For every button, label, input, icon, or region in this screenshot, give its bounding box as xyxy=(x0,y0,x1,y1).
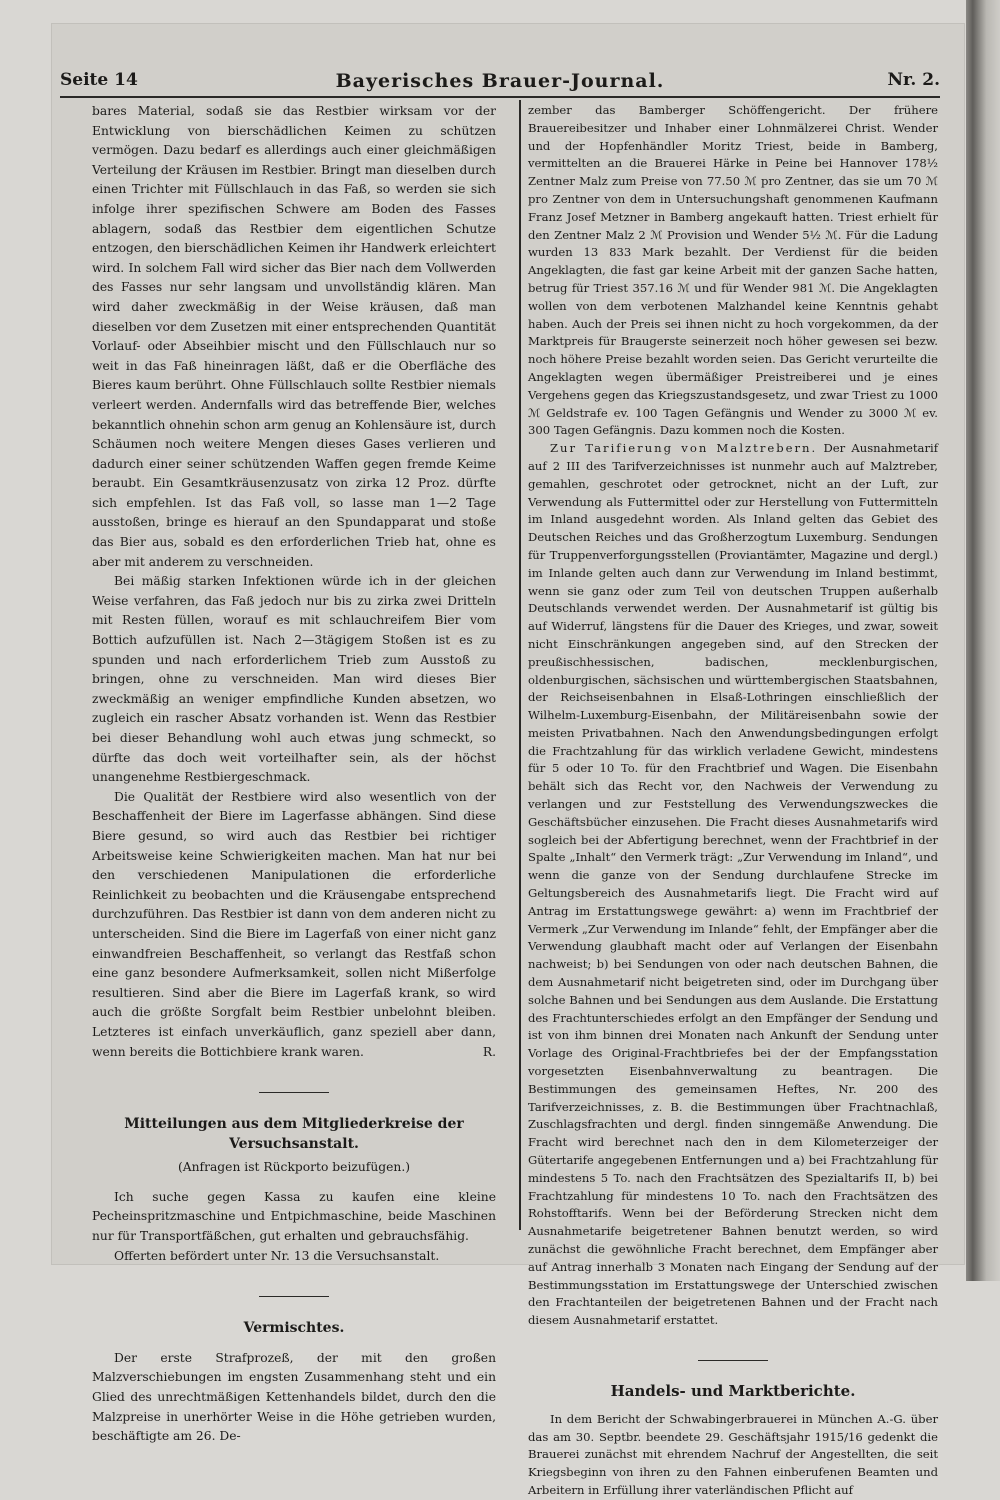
section-separator xyxy=(259,1092,329,1093)
section-subtitle: (Anfragen ist Rückporto beizufügen.) xyxy=(177,1160,411,1175)
notice-paragraph: Ich suche gegen Kassa zu kaufen eine kleine Pecheinspritzmaschine und Entpichmaschine, beide Maschinen nur für Transportfäßchen, gut erhalten und gebrauchsfähig. xyxy=(92,1189,496,1244)
article-paragraph xyxy=(528,440,938,1330)
section-title-vermischtes: Vermischtes. xyxy=(243,1320,345,1337)
section-title-handel: Handels- und Marktberichte. xyxy=(610,1381,856,1400)
issue-number: Nr. 2. xyxy=(887,70,940,90)
section-title-mitteilungen: Mitteilungen aus dem Mitgliederkreise der Versuchsanstalt. xyxy=(124,1116,464,1152)
article-paragraph: Der erste Strafprozeß, der mit den großen Malzverschiebungen im engsten Zusammenhang steht und ein Glied des unrechtmäßigen Kettenhandels bildet, durch den die Malzpreise in unerhörter Weise in die Höhe getrieben wurden, beschäftigte am 26. De- xyxy=(92,1350,496,1444)
article-paragraph: bares Material, sodaß sie das Restbier wirksam vor der Entwicklung von bierschädlichen Keimen zu schützen vermögen. Dazu bedarf es allerdings auch einer gleichmäßigen Verteilung der Kräusen im Restbier. Bringt man dieselben durch einen Trichter mit Füllschlauch in das Faß, so werden sie sich infolge ihrer spezifischen Schwere am Boden des Fasses ablagern, sodaß das Restbier dem eigentlichen Schutze entzogen, den bierschädlichen Keimen ihr Handwerk erleichtert wird. In solchem Fall wird sicher das Bier nach dem Vollwerden des Fasses nur sehr langsam und unvollständig klären. Man wird daher zweckmäßig in der Weise kräusen, daß man dieselben vor dem Zusetzen mit einer entsprechenden Quantität Vorlauf- oder Abseihbier mischt und den Füllschlauch nur so weit in das Faß hineinragen läßt, daß er die Oberfläche des Bieres kaum berührt. Ohne Füllschlauch sollte Restbier niemals verleert werden. Andernfalls wird das betreffende Bier, welches bekanntlich ohnehin schon arm genug an Kohlensäure ist, durch Schäumen noch weitere Mengen dieses Gases verlieren und dadurch einer seiner schützenden Waffen gegen fremde Keime beraubt. Ein Gesamtkräusenzusatz von zirka 12 Proz. dürfte sich empfehlen. Ist das Faß voll, so lasse man 1—2 Tage ausstoßen, bringe es hierauf an den Spundapparat und stoße das Bier aus, sobald es den erforderlichen Trieb hat, ohne es aber mit anderem zu verschneiden. xyxy=(92,104,496,569)
paragraph-heading: Zur Tarifierung von Malztrebern. xyxy=(550,441,818,456)
article-paragraph: Die Qualität der Restbiere wird also wesentlich von der Beschaffenheit der Biere im Lagerfasse abhängen. Sind diese Biere gesund, so wird auch das Restbier bei richtiger Arbeitsweise keine Schwierigkeiten machen. Man hat nur bei den verschiedenen Manipulationen die erforderliche Reinlichkeit zu beobachten und die Kräusengabe entsprechend durchzuführen. Das Restbier ist dann von dem anderen nicht zu unterscheiden. Sind die Biere im Lagerfaß von einer nicht ganz einwandfreien Beschaffenheit, so verlangt das Restfaß schon eine ganz besondere Aufmerksamkeit, sollen nicht Mißerfolge resultieren. Sind aber die Biere im Lagerfaß krank, so wird auch die größte Sorgfalt beim Restbier unbelohnt bleiben. Letzteres ist einfach unverkäuflich, ganz speziell aber dann, wenn bereits die Bottichbiere krank waren. xyxy=(92,789,496,1059)
page-number: Seite 14 xyxy=(60,70,138,90)
right-column xyxy=(528,102,938,1500)
article-paragraph: In dem Bericht der Schwabingerbrauerei in München A.-G. über das am 30. Septbr. beendete 29. Geschäftsjahr 1915/16 gedenkt die Brauerei zunächst mit ehrendem Nachruf der Angestellten, die seit Kriegsbeginn von ihren zu den Fahnen einberufenen Beamten und Arbeitern in Erfüllung ihrer vaterländischen Pflicht auf xyxy=(528,1411,938,1497)
left-column xyxy=(92,102,496,1447)
article-paragraph: zember das Bamberger Schöffengericht. Der frühere Brauereibesitzer und Inhaber einer Lohnmälzerei Christ. Wender und der Hopfenhändler Moritz Triest, beide in Bamberg, vermittelten an die Brauerei Härke in Peine bei Hannover 178½ Zentner Malz zum Preise von 77.50 ℳ pro Zentner, das sie um 70 ℳ pro Zentner von dem in Untersuchungshaft genommenen Kaufmann Franz Josef Metzner in Bamberg angekauft hatten. Triest erhielt für den Zentner Malz 2 ℳ Provision und Wender 5½ ℳ. Für die Ladung wurden 13 833 Mark bezahlt. Der Verdienst für die beiden Angeklagten, die fast gar keine Arbeit mit der ganzen Sache hatten, betrug für Triest 357.16 ℳ und für Wender 981 ℳ. Die Angeklagten wollen von dem verbotenen Malzhandel keine Kenntnis gehabt haben. Auch der Preis sei ihnen nicht zu hoch vorgekommen, da der Marktpreis für Braugerste seinerzeit noch höher gewesen sei bezw. noch höhere Preise bezahlt worden seien. Das Gericht verurteilte die Angeklagten wegen übermäßiger Preistreiberei und je eines Vergehens gegen das Kriegszustandsgesetz, und zwar Triest zu 1000 ℳ Geldstrafe ev. 100 Tagen Gefängnis und Wender zu 3000 ℳ ev. 300 Tagen Gefängnis. Dazu kommen noch die Kosten. xyxy=(528,103,938,438)
paragraph-body: Der Ausnahmetarif auf 2 III des Tarifverzeichnisses ist nunmehr auch auf Malztreber, gemahlen, geschrotet oder getrocknet, nicht an der Luft, zur Verwendung als Futtermittel oder zur Herstellung von Futtermitteln im Inland ausgedehnt worden. Als Inland gelten das Gebiet des Deutschen Reiches und das Großherzogtum Luxemburg. Sendungen für Truppenverforgungsstellen (Proviantämter, Magazine und dergl.) im Inlande gelten auch dann zur Verwendung im Inland bestimmt, wenn sie ganz oder zum Teil von deutschen Truppen außerhalb Deutschlands verwendet werden. Der Ausnahmetarif ist gültig bis auf Widerruf, längstens für die Dauer des Krieges, und zwar, soweit nicht Einschränkungen angegeben sind, auf den Strecken der preußischhessischen, badischen, mecklenburgischen, oldenburgischen, sächsischen und württembergischen Staatsbahnen, der Reichseisenbahnen in Elsaß-Lothringen einschließlich der Wilhelm-Luxemburg-Eisenbahn, der Militäreisenbahn sowie der meisten Privatbahnen. Nach den Anwendungsbedingungen erfolgt die Frachtzahlung für das wirklich verladene Gewicht, mindestens für 5 oder 10 To. für den Frachtbrief und Wagen. Die Eisenbahn behält sich das Recht vor, den Nachweis der Verwendung zu verlangen und zur Feststellung des Verwendungszweckes die Geschäftsbücher einzusehen. Die Fracht dieses Ausnahmetarifs wird sogleich bei der Abfertigung berechnet, wenn der Frachtbrief in der Spalte „Inhalt“ den Vermerk trägt: „Zur Verwendung im Inland“, und wenn die ganze von der Sendung durchlaufene Strecke im Geltungsbereich des Ausnahmetarifs liegt. Die Fracht wird auf Antrag im Erstattungswege gewährt: a) wenn im Frachtbrief der Vermerk „Zur Verwendung im Inlande“ fehlt, der Empfänger aber die Verwendung glaubhaft macht oder auf Verlangen der Eisenbahn nachweist; b) bei Sendungen von oder nach deutschen Bahnen, die dem Ausnahmetarif nicht beigetreten sind, oder im Durchgang über solche Bahnen und bei Sendungen aus dem Auslande. Die Erstattung des Frachtunterschiedes erfolgt an den Empfänger der Sendung und ist von ihm binnen drei Monaten nach Ankunft der Sendung unter Vorlage des Original-Frachtbriefes bei der der Empfangsstation vorgesetzten Eisenbahnverwaltung zu beantragen. Die Bestimmungen des gemeinsamen Heftes, Nr. 200 des Tarifverzeichnisses, z. B. die Bestimmungen über Frachtnachlaß, Zuschlagsfrachten und dergl. finden sinngemäße Anwendung. Die Fracht wird berechnet nach den in dem Kilometerzeiger der Gütertarife angegebenen Entfernungen und a) bei Frachtzahlung für mindestens 5 To. nach den Frachtsätzen des Spezialtarifs II, b) bei Frachtzahlung für mindestens 10 To. nach den Frachtsätzen des Rohstofftarifs. Wenn bei der Beförderung Strecken nicht dem Ausnahmetarife beigetretener Bahnen benutzt werden, so wird zunächst die gewöhnliche Fracht berechnet, dem Empfänger aber auf Antrag innerhalb 3 Monaten nach Eingang der Sendung auf der Bestimmungsstation im Erstattungswege der Unterschied zwischen den Frachtanteilen der beigetretenen Bahnen und der Fracht nach diesem Ausnahmetarif erstattet. xyxy=(528,441,938,1328)
section-separator xyxy=(698,1360,768,1361)
author-signature: R. xyxy=(482,1044,496,1059)
book-edge xyxy=(966,0,1000,1281)
column-divider xyxy=(519,100,521,1230)
page-header xyxy=(60,70,940,96)
article-paragraph: Bei mäßig starken Infektionen würde ich in der gleichen Weise verfahren, das Faß jedoch nur bis zu zirka zwei Dritteln mit Resten füllen, worauf es mit schlauchreifem Bier vom Bottich aufzufüllen ist. Nach 2—3tägigem Stoßen ist es zu spunden und nach erforderlichem Trieb zum Ausstoß zu bringen, ohne zu verschneiden. Man wird dieses Bier zweckmäßig an weniger empfindliche Kunden absetzen, wo zugleich ein rascher Absatz vorhanden ist. Wenn das Restbier bei dieser Behandlung wohl auch etwas jung schmeckt, so dürfte das doch weit vorteilhafter sein, als der höchst unangenehme Restbiergeschmack. xyxy=(92,574,496,785)
notice-paragraph: Offerten befördert unter Nr. 13 die Versuchsanstalt. xyxy=(114,1248,440,1263)
journal-title: Bayerisches Brauer-Journal. xyxy=(335,70,665,92)
section-separator xyxy=(259,1296,329,1297)
header-rule xyxy=(60,96,940,98)
